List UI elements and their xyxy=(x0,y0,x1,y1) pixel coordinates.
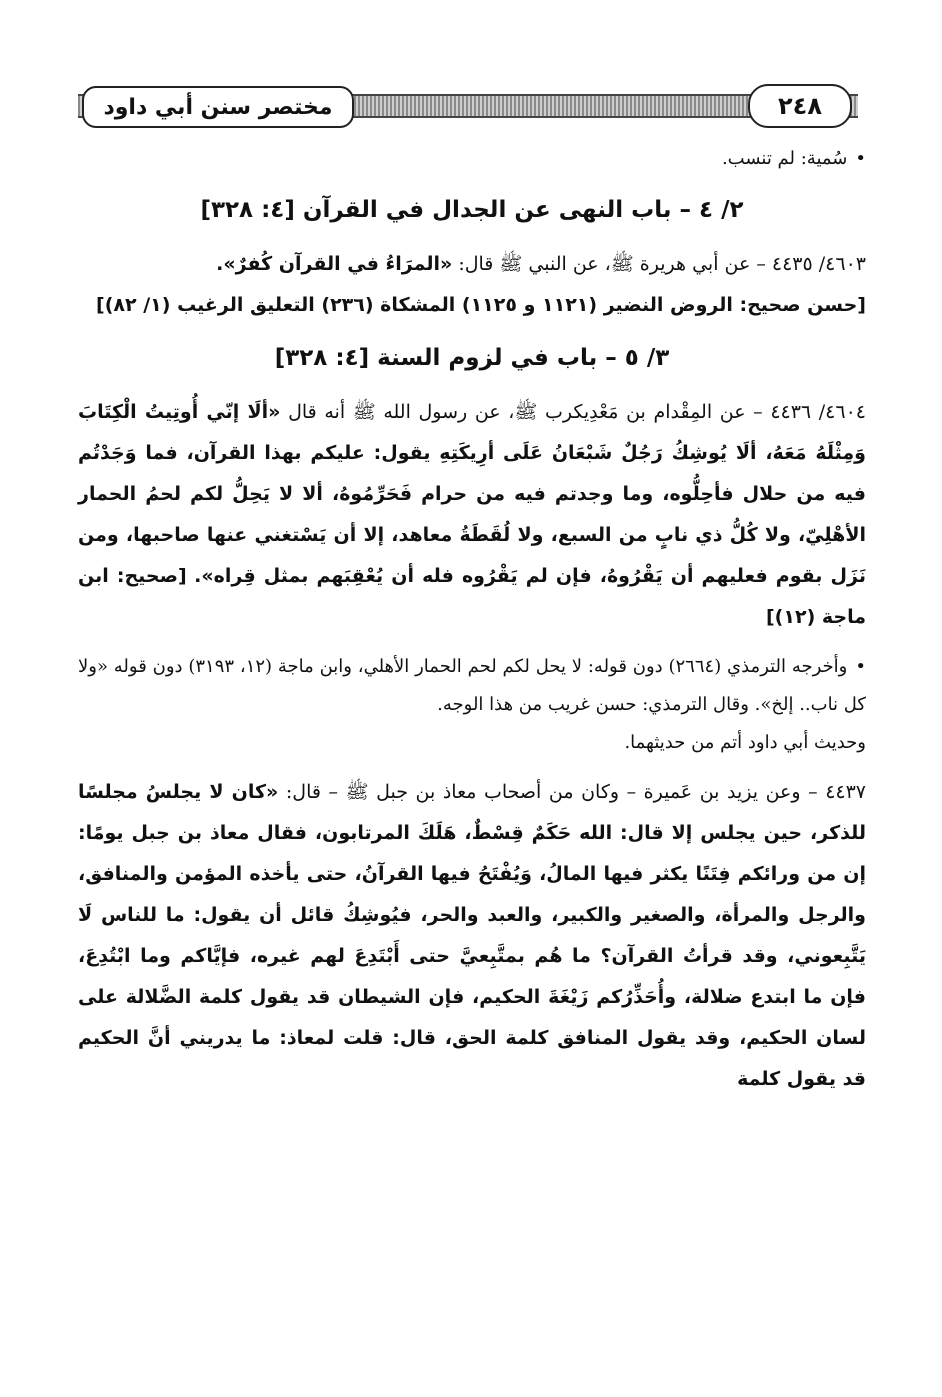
page-content xyxy=(78,140,866,1100)
hadith-3-intro: ٤٤٣٧ – وعن يزيد بن عَميرة – وكان من أصحاب معاذ بن جبل ﷺ – قال: xyxy=(285,781,867,803)
chapter-heading-2: ٣/ ٥ – باب في لزوم السنة [٤: ٣٢٨] xyxy=(274,345,670,371)
note-abudawud: وحديث أبي داود أتم من حديثهما. xyxy=(624,732,866,753)
hadith-1-text: «المرَاءُ في القرآن كُفرٌ». xyxy=(216,253,453,275)
page-header xyxy=(78,82,858,130)
book-title: مختصر سنن أبي داود xyxy=(82,86,354,128)
hadith-3-text: «كان لا يجلسُ مجلسًا للذكر، حين يجلس إلا قال: الله حَكَمٌ قِسْطٌ، هَلَكَ المرتابون، فقال معاذ بن جبل يومًا: إن من ورائكم فِتَنًا يكثر فيها المالُ، وَيُفْتَحُ فيها القرآنُ، حتى يأخذه المؤمن والمنافق، والرجل والمرأة، والصغير والكبير، والعبد والحر، فيُوشِكُ قائل أن يقول: ما للناس لَا يَتَّبِعوني، وقد قرأتُ القرآن؟ ما هُم بمتَّبِعيَّ حتى أَبْتَدِعَ لهم غيره، فإيَّاكم وما ابْتُدِعَ، فإن ما ابتدع ضلالة، وأُحَذِّرُكم زَيْغَةَ الحكيم، فإن الشيطان قد يقول كلمة الضَّلالة على لسان الحكيم، وقد يقول المنافق كلمة الحق، قال: قلت لمعاذ: ما يدريني أنَّ الحكيم قد يقول كلمة xyxy=(78,781,866,1090)
hadith-1-intro: ٤٦٠٣/ ٤٤٣٥ – عن أبي هريرة ﷺ، عن النبي ﷺ قال: xyxy=(458,253,866,275)
hadith-3 xyxy=(78,772,866,1100)
note-top: • سُمية: لم تنسب. xyxy=(78,140,866,178)
hadith-2-grade: [صحيح: ابن ماجة (١٢)] xyxy=(78,565,866,628)
hadith-1-grade: [حسن صحيح: الروض النضير (١١٢١ و ١١٢٥) المشكاة (٢٣٦) التعليق الرغيب (١/ ٨٢)] xyxy=(96,294,866,316)
page-number: ٢٤٨ xyxy=(748,84,852,128)
note-tirmidhi: • وأخرجه الترمذي (٢٦٦٤) دون قوله: لا يحل لكم لحم الحمار الأهلي، وابن ماجة (١٢، ٣١٩٣) دون قوله «ولا كل ناب.. إلخ». وقال الترمذي: حسن غريب من هذا الوجه. xyxy=(78,648,866,724)
chapter-heading-1: ٢/ ٤ – باب النهى عن الجدال في القرآن [٤: ٣٢٨] xyxy=(200,197,744,223)
hadith-2 xyxy=(78,392,866,638)
hadith-1 xyxy=(78,244,866,285)
hadith-2-intro: ٤٦٠٤/ ٤٤٣٦ – عن المِقْدام بن مَعْدِيكرب ﷺ، عن رسول الله ﷺ أنه قال xyxy=(288,401,866,423)
hadith-2-text: «ألَا إنّي أُوتِيتُ الْكِتَابَ وَمِثْلَهُ مَعَهُ، ألَا يُوشِكُ رَجُلٌ شَبْعَانُ عَلَى أرِيكَتِهِ يقول: عليكم بهذا القرآن، فما وَجَدْتُم فيه من حلال فأحِلُّوه، وما وجدتم فيه من حرام فَحَرِّمُوهُ، ألا لا يَحِلُّ لكم لحمُ الحمار الأهْلِيّ، ولا كُلُّ ذي نابٍ من السبع، ولا لُقَطَةُ معاهد، إلا أن يَسْتغني عنها صاحبها، ومن نَزَل بقوم فعليهم أن يَقْرُوهُ، فإن لم يَقْرُوه فله أن يُعْقِبَهم بمثل قِراه». xyxy=(78,401,866,587)
